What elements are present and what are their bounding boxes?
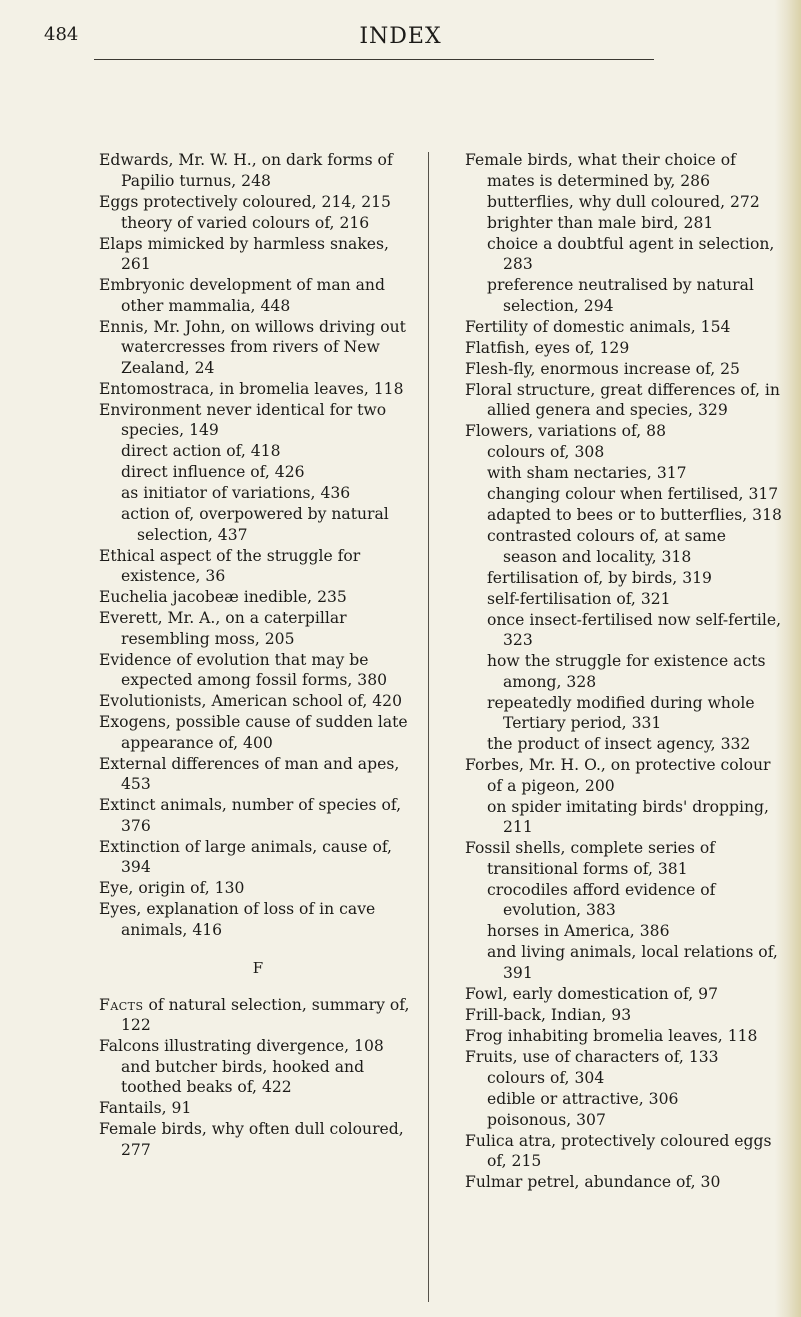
left-column-entries xyxy=(99,150,417,940)
index-subentry: and living animals, local relations of, 391 xyxy=(487,943,778,982)
index-entry: Forbes, Mr. H. O., on protective colour of a pigeon, 200 xyxy=(465,756,771,795)
index-entry: Flesh-fly, enormous increase of, 25 xyxy=(465,359,740,378)
index-entry: Edwards, Mr. W. H., on dark forms of Papilio turnus, 248 xyxy=(99,151,393,190)
index-entry: Female birds, why often dull coloured, 277 xyxy=(99,1120,404,1159)
index-subentry: changing colour when fertilised, 317 xyxy=(487,485,779,503)
index-entry: Frog inhabiting bromelia leaves, 118 xyxy=(465,1026,758,1045)
index-entry: Floral structure, great differences of, in allied genera and species, 329 xyxy=(465,380,780,419)
index-subentry: once insect-fertilised now self-fertile, 323 xyxy=(487,610,782,649)
column-divider xyxy=(428,152,429,1302)
index-subentry: fertilisation of, by birds, 319 xyxy=(487,568,712,587)
index-subentry: crocodiles afford evidence of evolution, 383 xyxy=(487,880,716,919)
index-subentry: direct action of, 418 xyxy=(121,442,281,460)
section-first-entry-rest: of natural selection, summary of, 122 xyxy=(121,995,410,1034)
index-entry: Fulmar petrel, abundance of, 30 xyxy=(465,1173,721,1191)
index-entry: Fantails, 91 xyxy=(99,1099,192,1117)
index-subentry: direct influence of, 426 xyxy=(121,463,305,481)
index-entry xyxy=(99,995,417,1036)
index-entry: Exogens, possible cause of sudden late appearance of, 400 xyxy=(99,713,408,752)
index-subentry: theory of varied colours of, 216 xyxy=(121,213,370,232)
index-entry: Eye, origin of, 130 xyxy=(99,879,245,897)
page-title: INDEX xyxy=(359,24,442,49)
index-entry: Extinct animals, number of species of, 376 xyxy=(99,796,402,835)
index-entry: Evidence of evolution that may be expected among fossil forms, 380 xyxy=(99,650,388,689)
index-subentry: with sham nectaries, 317 xyxy=(487,464,687,482)
index-subentry: self-fertilisation of, 321 xyxy=(487,589,671,608)
index-subentry: poisonous, 307 xyxy=(487,1110,606,1129)
index-entry: Euchelia jacobeæ inedible, 235 xyxy=(99,588,347,606)
index-subentry: repeatedly modified during whole Tertiary period, 331 xyxy=(487,693,755,732)
index-entry: Frill-back, Indian, 93 xyxy=(465,1005,632,1024)
index-entry: Ethical aspect of the struggle for existence, 36 xyxy=(99,546,361,585)
index-entry: Embryonic development of man and other mammalia, 448 xyxy=(99,276,385,315)
index-subentry: horses in America, 386 xyxy=(487,922,670,940)
index-entry: Fertility of domestic animals, 154 xyxy=(465,317,731,336)
index-entry: Eggs protectively coloured, 214, 215 xyxy=(99,192,391,211)
index-entry: Environment never identical for two species, 149 xyxy=(99,400,387,439)
header-rule xyxy=(94,59,654,60)
index-entry: External differences of man and apes, 453 xyxy=(99,754,400,793)
index-entry: Extinction of large animals, cause of, 394 xyxy=(99,837,393,876)
index-subentry: action of, overpowered by natural selection, 437 xyxy=(121,505,389,544)
index-subentry: adapted to bees or to butterflies, 318 xyxy=(487,506,782,524)
index-subentry: choice a doubtful agent in selection, 283 xyxy=(487,234,775,273)
index-subentry: as initiator of variations, 436 xyxy=(121,484,351,502)
index-entry: Fruits, use of characters of, 133 xyxy=(465,1047,719,1066)
index-entry: Everett, Mr. A., on a caterpillar resembling moss, 205 xyxy=(99,609,347,648)
index-subentry: the product of insect agency, 332 xyxy=(487,735,751,753)
right-column-entries xyxy=(465,150,783,1193)
index-entry: Eyes, explanation of loss of in cave animals, 416 xyxy=(99,900,376,939)
index-entry: Flowers, variations of, 88 xyxy=(465,422,666,440)
index-subentry: how the struggle for existence acts among, 328 xyxy=(487,652,766,691)
index-subentry: contrasted colours of, at same season and locality, 318 xyxy=(487,527,726,566)
left-column xyxy=(99,150,417,1161)
index-entry: Entomostraca, in bromelia leaves, 118 xyxy=(99,379,404,398)
right-column xyxy=(465,150,783,1193)
index-subentry: brighter than male bird, 281 xyxy=(487,213,714,232)
section-letter-f: F xyxy=(252,959,264,977)
index-entry: Falcons illustrating divergence, 108 and butcher birds, hooked and toothed beaks of, 422 xyxy=(99,1037,384,1096)
index-subentry: preference neutralised by natural selection, 294 xyxy=(487,276,754,315)
page-number: 484 xyxy=(44,24,79,45)
section-first-word: Facts xyxy=(99,995,144,1014)
index-subentry: butterflies, why dull coloured, 272 xyxy=(487,192,760,211)
index-entry: Fulica atra, protectively coloured eggs of, 215 xyxy=(465,1131,772,1170)
left-column-f-entries xyxy=(99,1036,417,1160)
index-entry: Fossil shells, complete series of transitional forms of, 381 xyxy=(465,839,716,878)
index-subentry: colours of, 308 xyxy=(487,443,605,461)
index-entry: Ennis, Mr. John, on willows driving out watercresses from rivers of New Zealand, 24 xyxy=(99,317,406,377)
index-subentry: colours of, 304 xyxy=(487,1068,605,1087)
index-entry: Elaps mimicked by harmless snakes, 261 xyxy=(99,234,389,273)
index-entry: Evolutionists, American school of, 420 xyxy=(99,692,402,710)
index-subentry: on spider imitating birds' dropping, 211 xyxy=(487,797,769,836)
index-entry: Flatfish, eyes of, 129 xyxy=(465,338,630,357)
index-subentry: edible or attractive, 306 xyxy=(487,1089,679,1108)
index-entry: Fowl, early domestication of, 97 xyxy=(465,984,719,1003)
index-entry: Female birds, what their choice of mates is determined by, 286 xyxy=(465,151,736,190)
